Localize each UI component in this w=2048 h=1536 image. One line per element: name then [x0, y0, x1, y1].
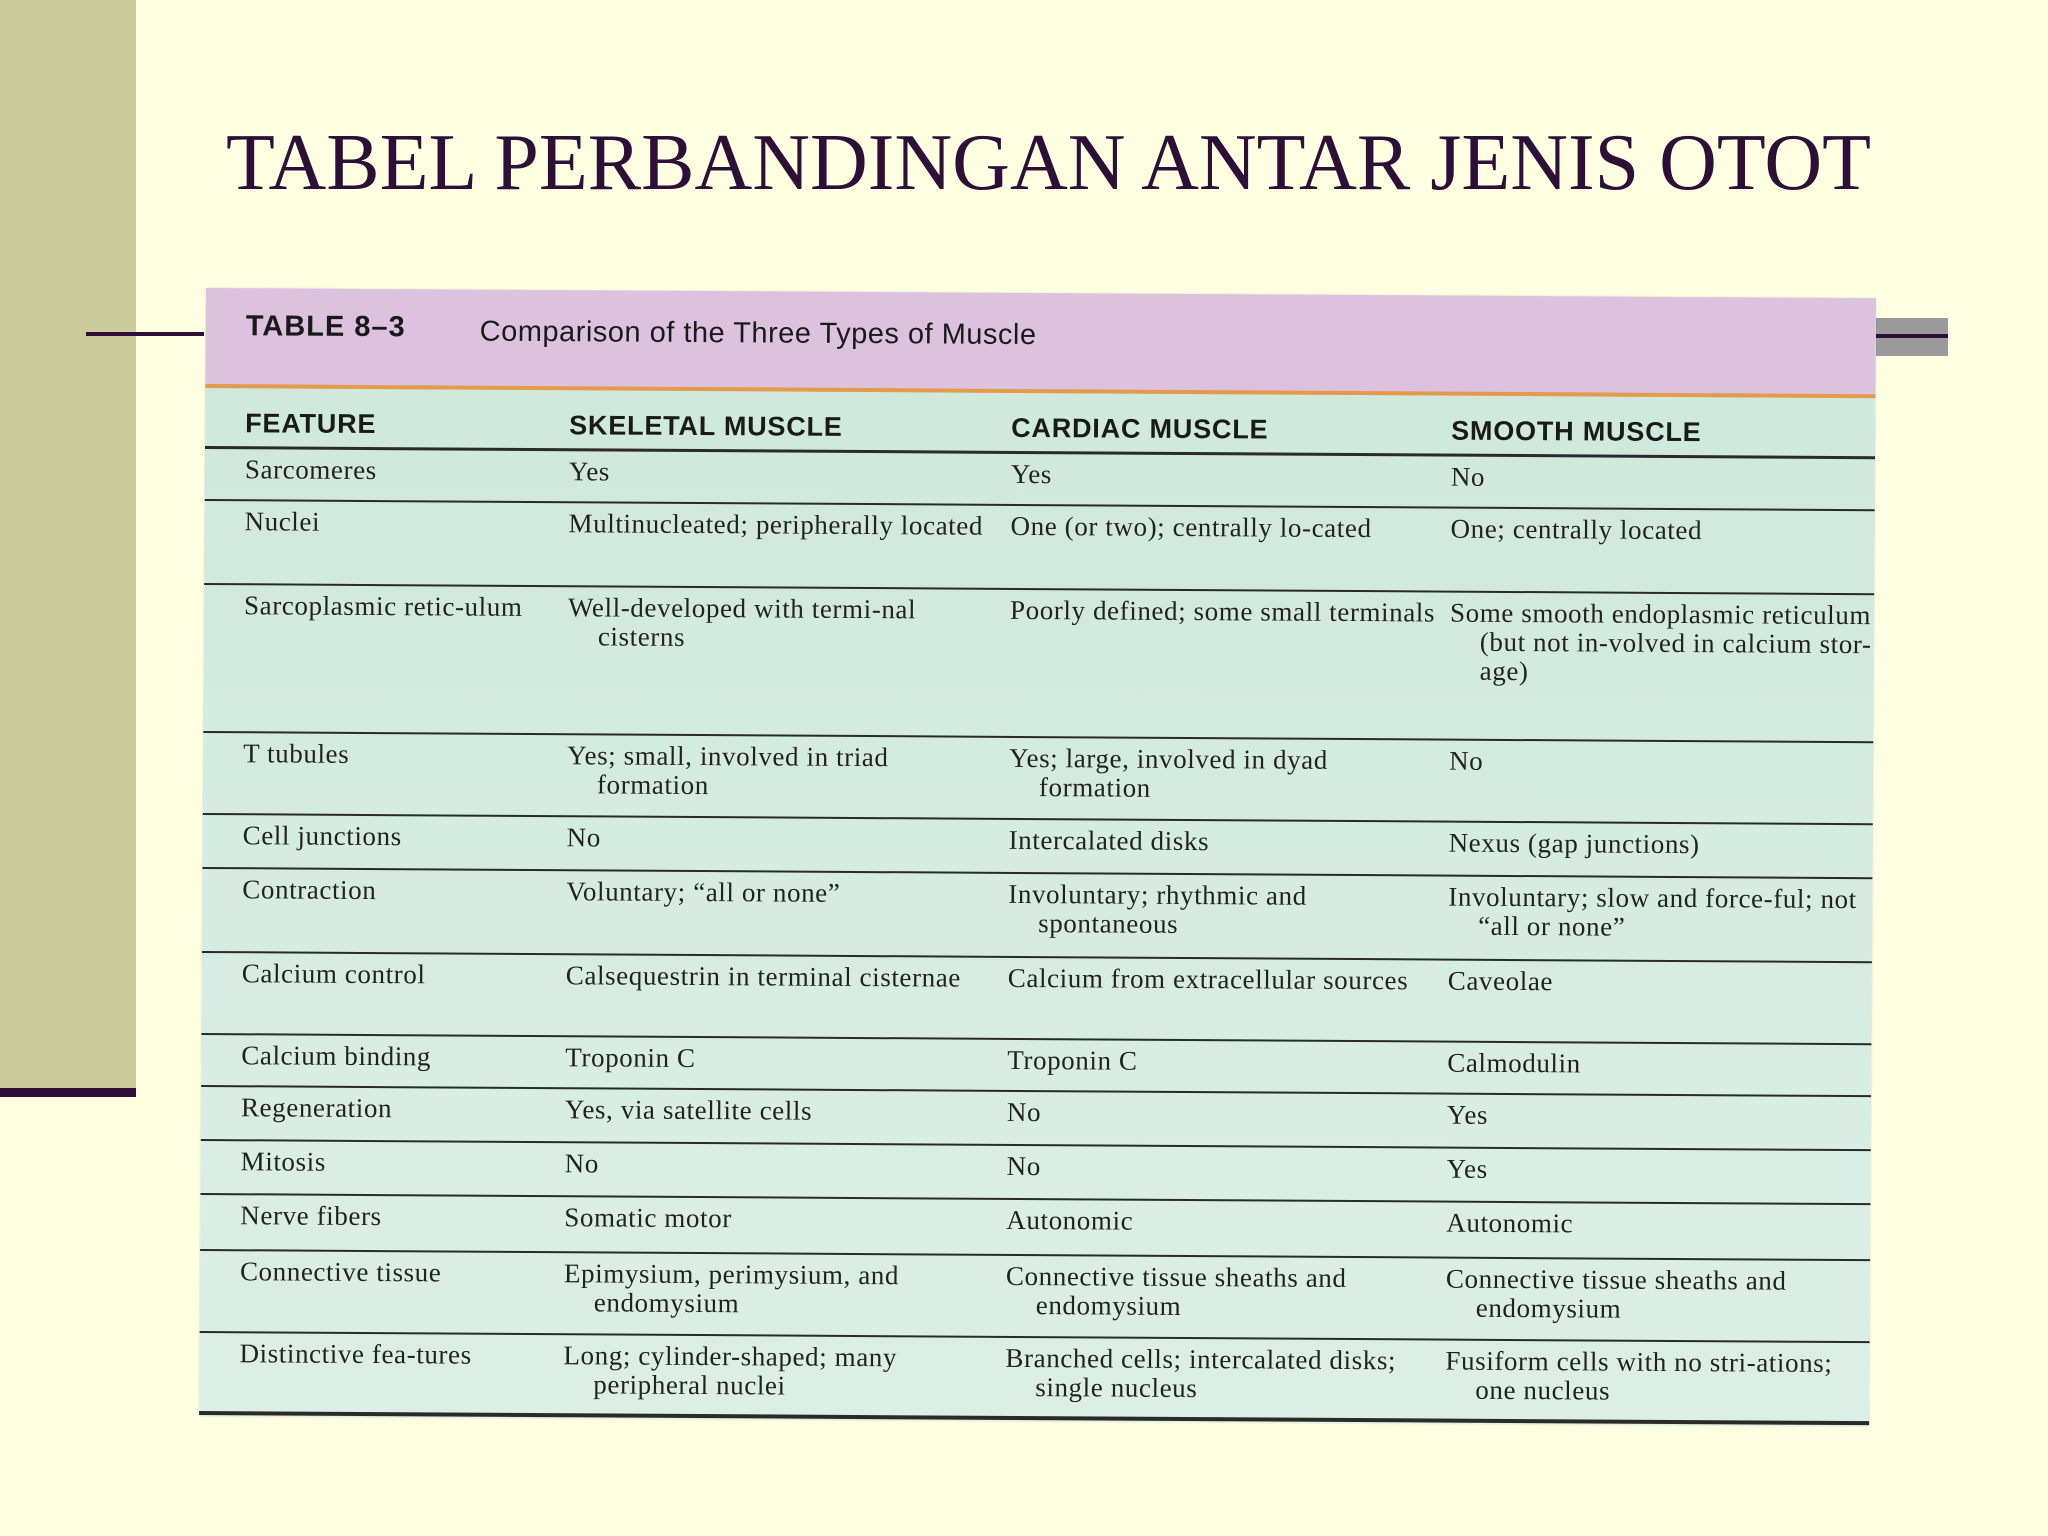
skeletal-cell: Yes [568, 456, 611, 487]
cardiac-cell: No [1006, 1150, 1041, 1182]
feature-cell: Distinctive fea-tures [239, 1338, 472, 1370]
feature-cell: Sarcomeres [244, 454, 377, 486]
table-row [199, 1333, 1869, 1425]
feature-cell: Nerve fibers [240, 1200, 382, 1232]
table-row [201, 953, 1871, 1045]
feature-cell: Mitosis [240, 1146, 326, 1177]
feature-cell: Calcium control [241, 958, 426, 990]
skeletal-cell: Yes, via satellite cells [564, 1094, 813, 1126]
skeletal-cell: No [564, 1148, 599, 1179]
smooth-cell: No [1450, 461, 1486, 492]
feature-cell: Nuclei [244, 506, 321, 537]
table-row [200, 1251, 1870, 1343]
feature-cell: Regeneration [240, 1092, 393, 1124]
skeletal-cell: Long; cylinder-shaped; many peripheral nuclei [563, 1340, 898, 1401]
side-accent-bar-base [0, 1088, 136, 1097]
smooth-cell: Calmodulin [1447, 1047, 1581, 1079]
feature-cell: Connective tissue [239, 1256, 442, 1288]
table-caption: Comparison of the Three Types of Muscle [479, 315, 1037, 352]
table-row [202, 869, 1872, 963]
feature-cell: Calcium binding [241, 1040, 432, 1072]
cardiac-cell: Involuntary; rhythmic and spontaneous [1008, 878, 1307, 939]
cardiac-cell: No [1006, 1096, 1042, 1128]
smooth-cell: Yes [1446, 1099, 1489, 1130]
cardiac-cell: Connective tissue sheaths and endomysium [1005, 1260, 1347, 1321]
skeletal-cell: Voluntary; “all or none” [566, 876, 841, 908]
skeletal-cell: Multinucleated; peripherally located [568, 508, 984, 541]
column-header-feature: FEATURE [245, 408, 377, 440]
decorative-rule-right [1876, 334, 1948, 338]
column-header-skeletal: SKELETAL MUSCLE [569, 410, 843, 442]
smooth-cell: Involuntary; slow and force-ful; not “all or none” [1448, 881, 1857, 942]
cardiac-cell: Yes; large, involved in dyad formation [1009, 742, 1329, 803]
table-row [203, 585, 1874, 743]
table-caption-band [205, 288, 1876, 398]
smooth-cell: Autonomic [1446, 1207, 1574, 1239]
table-row [200, 1195, 1870, 1261]
smooth-cell: No [1449, 745, 1484, 776]
skeletal-cell: Yes; small, involved in triad formation [567, 740, 889, 801]
skeletal-cell: Calsequestrin in terminal cisternae [565, 960, 962, 993]
cardiac-cell: Branched cells; intercalated disks; single nucleus [1005, 1342, 1397, 1404]
decorative-rule-left [86, 332, 204, 336]
smooth-cell: Nexus (gap junctions) [1448, 827, 1700, 860]
table-number: TABLE 8–3 [245, 310, 406, 344]
cardiac-cell: Calcium from extracellular sources [1007, 962, 1409, 996]
cardiac-cell: Poorly defined; some small terminals [1009, 594, 1436, 628]
column-header-cardiac: CARDIAC MUSCLE [1011, 412, 1269, 445]
skeletal-cell: Epimysium, perimysium, and endomysium [563, 1258, 900, 1319]
feature-cell: Contraction [242, 874, 377, 906]
feature-cell: Cell junctions [242, 820, 402, 852]
cardiac-cell: Yes [1010, 458, 1053, 490]
cardiac-cell: Intercalated disks [1008, 824, 1210, 857]
slide-title: TABEL PERBANDINGAN ANTAR JENIS OTOT [226, 119, 1871, 207]
skeletal-cell: No [566, 822, 601, 853]
skeletal-cell: Somatic motor [564, 1202, 732, 1234]
feature-cell: Sarcoplasmic retic-ulum [243, 590, 523, 622]
cardiac-cell: One (or two); centrally lo-cated [1010, 510, 1372, 544]
cardiac-cell: Autonomic [1006, 1204, 1134, 1236]
comparison-table-image [199, 288, 1876, 1426]
column-header-smooth: SMOOTH MUSCLE [1451, 415, 1702, 448]
feature-cell: T tubules [243, 738, 350, 769]
smooth-cell: Fusiform cells with no stri-ations; one nucleus [1445, 1345, 1833, 1406]
table-header-row [205, 388, 1875, 459]
side-accent-bar [0, 0, 136, 1088]
cardiac-cell: Troponin C [1007, 1044, 1138, 1076]
skeletal-cell: Troponin C [565, 1042, 696, 1074]
smooth-cell: Yes [1446, 1153, 1488, 1184]
smooth-cell: Connective tissue sheaths and endomysium [1445, 1263, 1787, 1324]
smooth-cell: Some smooth endoplasmic reticulum (but not in-volved in calcium stor-age) [1449, 597, 1872, 687]
smooth-cell: Caveolae [1447, 965, 1554, 997]
smooth-cell: One; centrally located [1450, 513, 1703, 546]
skeletal-cell: Well-developed with termi-nal cisterns [567, 592, 917, 652]
table-row [204, 501, 1874, 595]
table-row [203, 733, 1873, 825]
